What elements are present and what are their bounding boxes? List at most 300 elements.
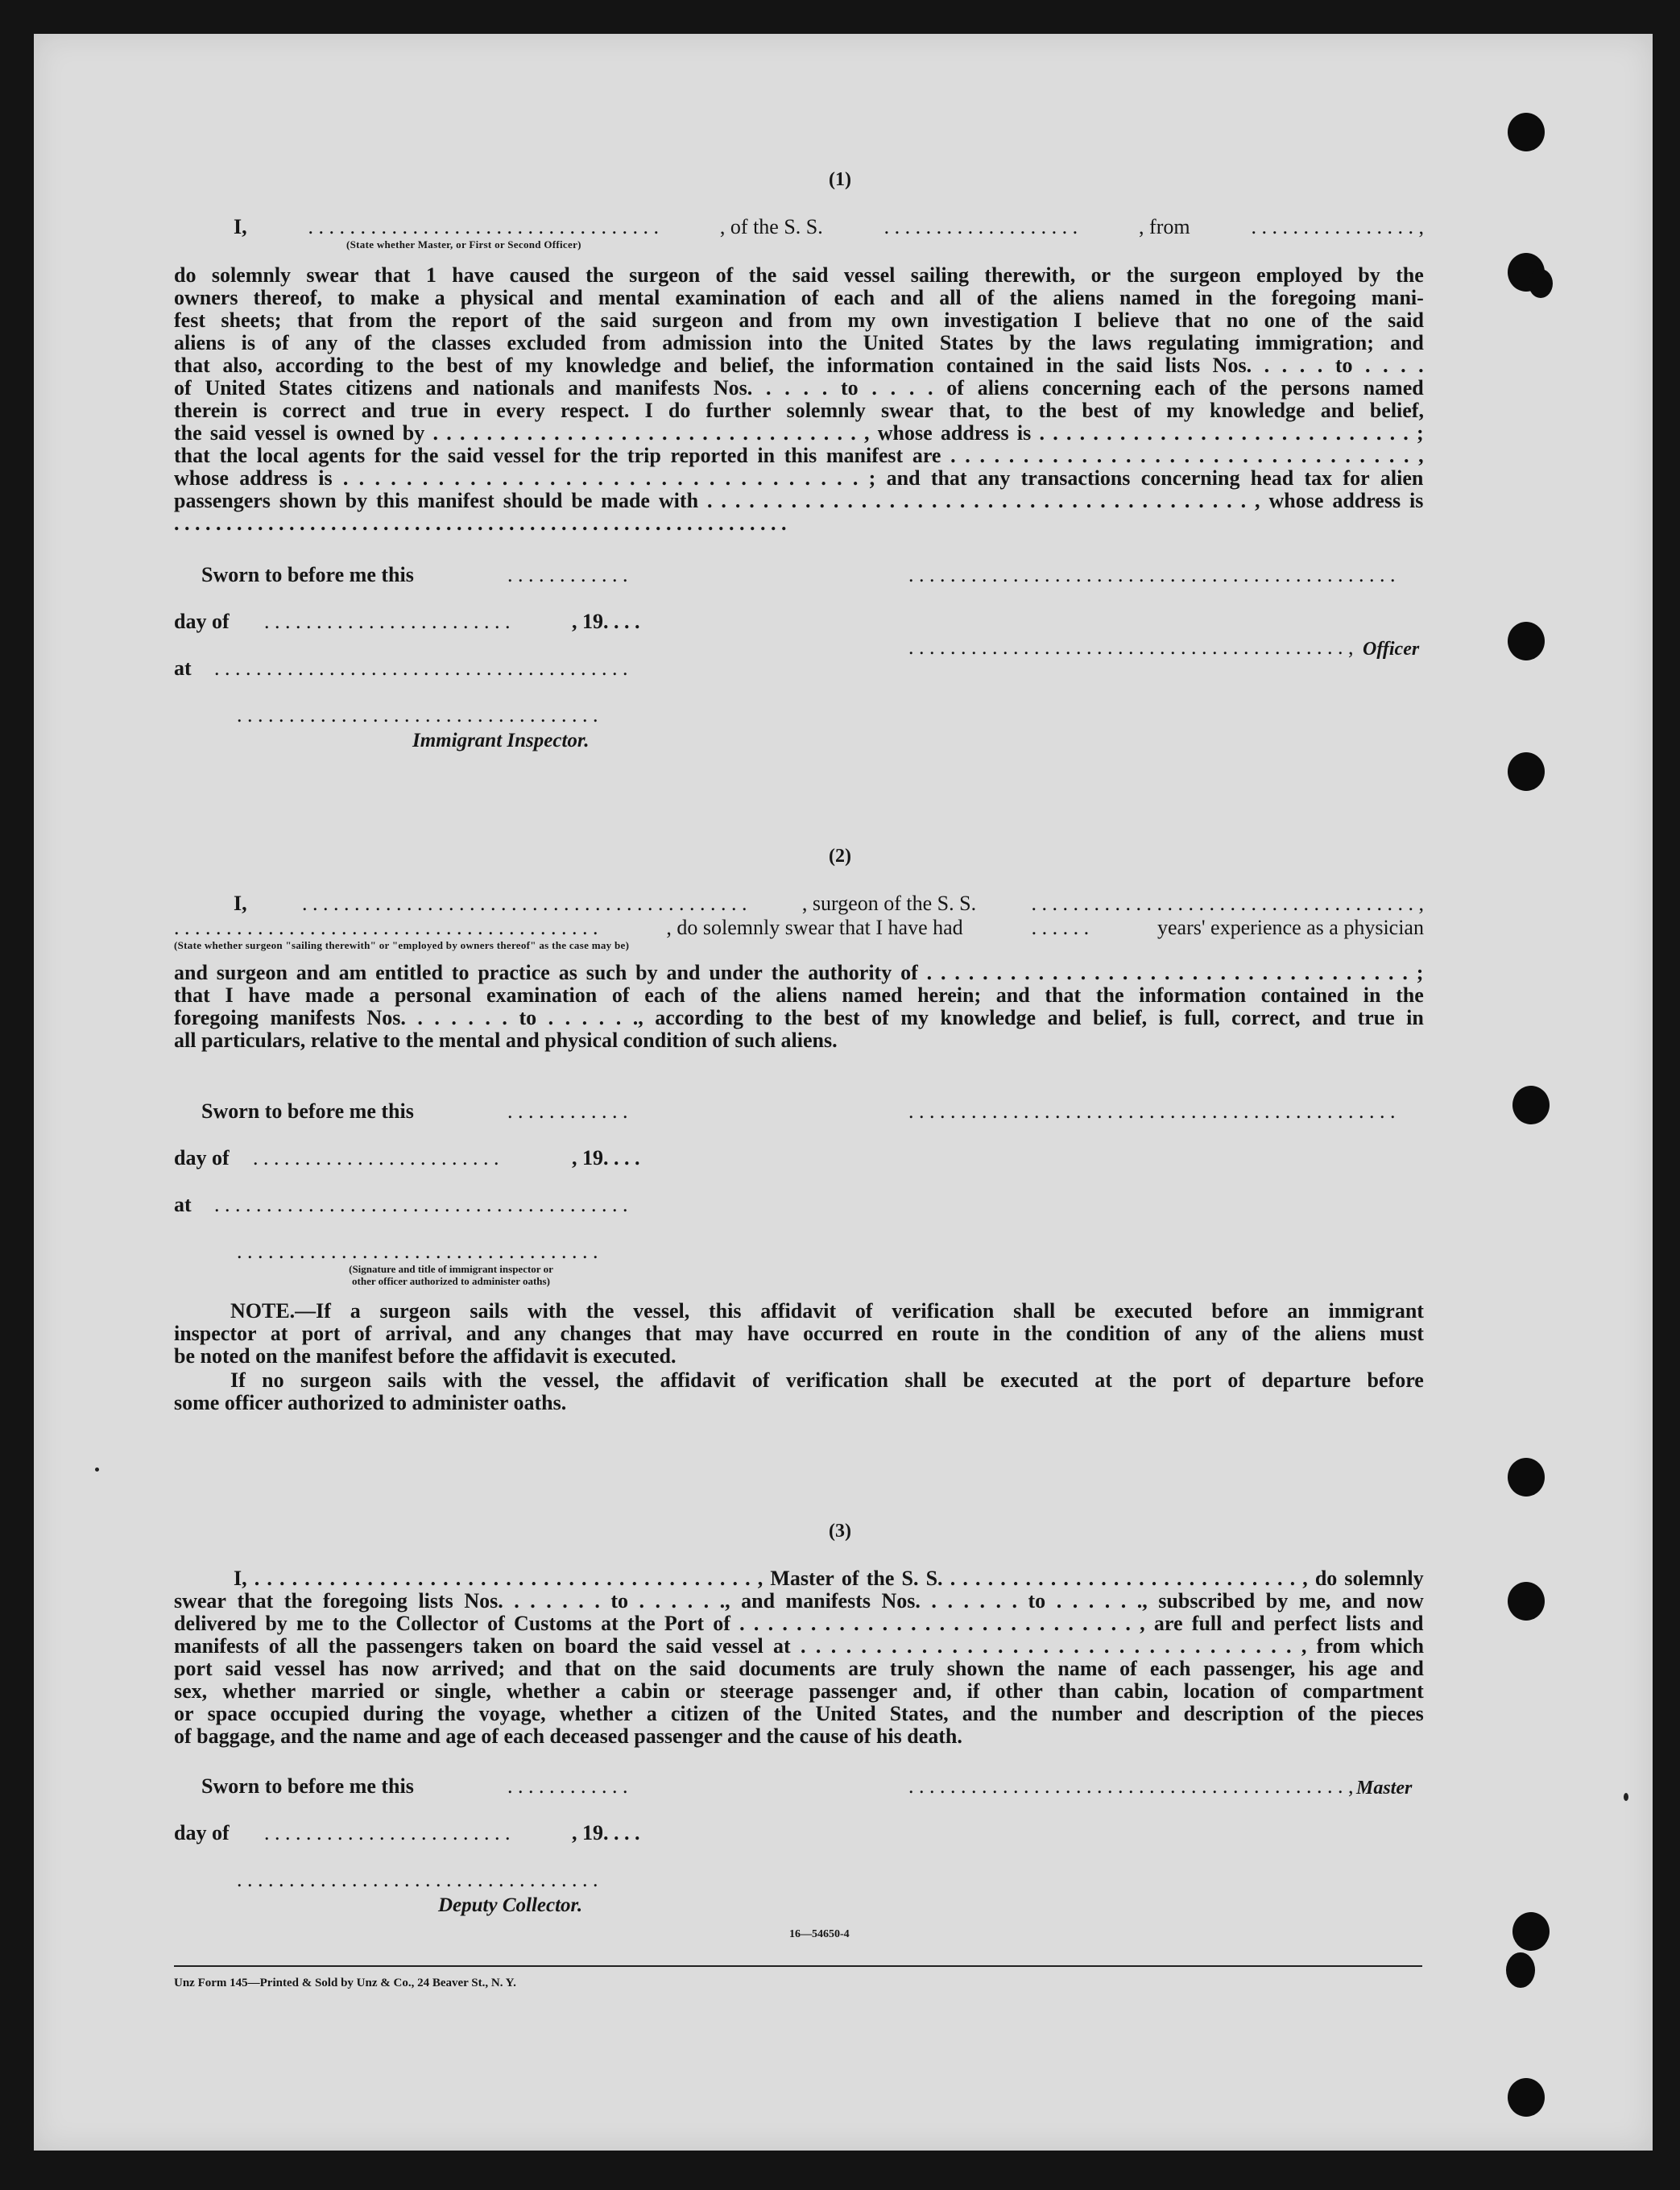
word: . (1187, 421, 1194, 445)
word: named (1119, 286, 1181, 309)
word: . (1206, 961, 1212, 984)
word: . (267, 1567, 272, 1590)
word: truly (889, 1657, 934, 1680)
word: a (350, 1299, 361, 1323)
word: ; (1416, 961, 1424, 984)
word: the (406, 354, 434, 377)
word: Collector (395, 1612, 478, 1635)
word: lists (1165, 354, 1201, 377)
word: . (317, 1567, 323, 1590)
word: . (967, 1634, 973, 1658)
word: the (627, 1634, 656, 1658)
word: . (1234, 961, 1240, 984)
word: manifests (270, 1006, 355, 1029)
word: address (1332, 489, 1401, 512)
word: . (1374, 444, 1380, 467)
word: . (1066, 421, 1072, 445)
word: has (338, 1657, 369, 1680)
word: of (976, 286, 995, 309)
word: . (741, 466, 747, 490)
sworn-label: Sworn to before me this (201, 1099, 414, 1123)
word: nationals (473, 376, 555, 399)
word: . (354, 1567, 361, 1590)
word: . (639, 1589, 645, 1612)
word: . (1198, 489, 1204, 512)
word: Nos. (464, 1589, 503, 1612)
word: . (438, 466, 445, 490)
word: local (256, 444, 299, 467)
word: of (354, 331, 371, 354)
word: practice (478, 961, 550, 984)
word: in (1363, 983, 1381, 1007)
word: the (819, 331, 847, 354)
word: . (1012, 1634, 1019, 1658)
word: every (496, 399, 545, 422)
word: vessel (254, 421, 306, 445)
punch-hole (1508, 2078, 1545, 2117)
word: now (381, 1657, 420, 1680)
word: . (1403, 421, 1409, 445)
word: . (1165, 961, 1170, 984)
inspector-title: Immigrant Inspector. (412, 730, 590, 751)
word: . (925, 1612, 931, 1635)
word: contained (1260, 983, 1349, 1007)
word: said (209, 421, 246, 445)
paragraph-line (174, 1590, 1424, 1612)
word: . (1360, 961, 1366, 984)
swear-label: , do solemnly swear that I have had (666, 916, 963, 939)
paragraph-line (174, 1007, 1424, 1029)
word: for (553, 444, 581, 467)
word: the (1227, 286, 1256, 309)
word: correct (282, 399, 346, 422)
word: . (1295, 421, 1301, 445)
word: . (1403, 444, 1409, 467)
word: . (1277, 1567, 1283, 1590)
word: . (1256, 1634, 1261, 1658)
word: . (562, 1589, 568, 1612)
word: . (839, 1612, 845, 1635)
word: this (376, 489, 409, 512)
word: departure (1261, 1368, 1351, 1392)
word: . (876, 1634, 882, 1658)
word: . (581, 1567, 587, 1590)
word: me (296, 1612, 324, 1635)
word: that (930, 466, 967, 490)
word: in (463, 399, 481, 422)
word: the (1024, 1322, 1053, 1345)
word: . (417, 1567, 424, 1590)
word: . (554, 421, 560, 445)
word: shall (1013, 1299, 1056, 1323)
word: . (939, 1612, 946, 1635)
word: and, (912, 1679, 952, 1703)
word: condition (1066, 1322, 1150, 1345)
word: . (1184, 444, 1190, 467)
word: . (432, 421, 438, 445)
word: . (852, 466, 859, 490)
word: with (658, 489, 699, 512)
word: each (644, 983, 685, 1007)
word: and (361, 399, 395, 422)
word: , (1255, 489, 1260, 512)
word: . (1080, 961, 1086, 984)
word: examination (486, 983, 598, 1007)
word: the (615, 1368, 644, 1392)
word: . (1332, 961, 1338, 984)
word: . (1271, 1634, 1277, 1658)
word: . (782, 1612, 788, 1635)
signature-caption-line: other officer authorized to administer oaths) (352, 1275, 550, 1287)
word: by (1358, 263, 1380, 287)
word: . (687, 1589, 693, 1612)
word: subscribed (1158, 1589, 1256, 1612)
paragraph-line (174, 445, 1424, 467)
word: . (1050, 1567, 1057, 1590)
at-label: at (174, 1193, 192, 1216)
word: . (578, 1589, 584, 1612)
paragraph-line (174, 490, 1424, 512)
word: . (821, 376, 828, 399)
word: during (362, 1702, 424, 1725)
word: all (939, 286, 962, 309)
word: . (1257, 444, 1263, 467)
word: citizen (670, 1702, 729, 1725)
word: . (1184, 489, 1190, 512)
word: . (1082, 444, 1088, 467)
word: and (174, 961, 208, 984)
word: . (1212, 489, 1219, 512)
word: S. (901, 1567, 919, 1590)
word: the (1272, 1322, 1301, 1345)
word: . (540, 421, 546, 445)
word: true (1357, 1006, 1395, 1029)
word: information (1139, 983, 1247, 1007)
word: States (279, 376, 333, 399)
signature-blank: . . . . . . . . . . . . . . . . . . . . . . . . . . . . . . . . . . . . . . . . . . . . . . . (908, 563, 1396, 586)
word: . (1220, 961, 1226, 984)
word: . (544, 1567, 549, 1590)
word: . (906, 1634, 912, 1658)
word: . (304, 1567, 310, 1590)
section-3-heading: (3) (829, 1521, 851, 1542)
word: classes (431, 331, 491, 354)
word: . (1088, 1589, 1094, 1612)
word: the (1047, 331, 1076, 354)
word: . (850, 421, 856, 445)
word: . (1008, 444, 1015, 467)
pronoun-i: I, (234, 892, 247, 915)
word: . (1120, 1589, 1127, 1612)
word: do (174, 263, 197, 287)
word: . (729, 421, 735, 445)
word: . (1201, 421, 1206, 445)
word: I (1074, 308, 1082, 332)
word: manifests (174, 1634, 259, 1658)
word: . (983, 961, 988, 984)
word: . (407, 466, 412, 490)
word: to (1334, 354, 1353, 377)
word: therewith, (984, 263, 1076, 287)
punch-hole (1508, 752, 1545, 791)
word: . (825, 1612, 831, 1635)
word: to (1028, 1589, 1046, 1612)
word: . (739, 1612, 745, 1635)
word: of (494, 354, 513, 377)
word: . (917, 489, 924, 512)
word: the (499, 1368, 527, 1392)
word: . (1374, 961, 1380, 984)
paragraph-line (174, 309, 1424, 332)
punch-hole (1508, 1458, 1545, 1497)
word: . (904, 489, 909, 512)
word: that (174, 983, 210, 1007)
word: address (940, 421, 1009, 445)
day-blank: . . . . . . . . . . . . . . . . . . . . . . . . (253, 1146, 499, 1170)
word: the (1009, 286, 1038, 309)
officer-title: Officer (1363, 639, 1420, 660)
word: . (1401, 354, 1406, 377)
word: . (1309, 421, 1314, 445)
word: port (301, 1322, 341, 1345)
word: . (514, 1589, 519, 1612)
word: . (446, 421, 452, 445)
note-line (230, 1300, 1424, 1323)
word: ; (1417, 421, 1424, 445)
word: immigration; (1255, 331, 1374, 354)
word: no (262, 1368, 284, 1392)
word: of (1208, 376, 1227, 399)
paragraph-line (174, 287, 1424, 309)
word: . (1147, 421, 1152, 445)
word: . (502, 1006, 507, 1029)
word: . (734, 489, 741, 512)
word: examination (675, 286, 786, 309)
punch-hole (1512, 1086, 1550, 1124)
word: the (328, 1634, 357, 1658)
word: . (979, 1589, 985, 1612)
word: . (468, 1567, 474, 1590)
word: of (1311, 308, 1329, 332)
word: . (606, 1567, 612, 1590)
word: . (1140, 444, 1146, 467)
word: passenger, (1203, 1657, 1296, 1680)
word: a (434, 286, 445, 309)
word: lists (1345, 1612, 1381, 1635)
word: . (1286, 444, 1293, 467)
word: . (694, 1567, 701, 1590)
word: solemnly (786, 399, 866, 422)
paragraph-line (174, 354, 1424, 377)
word: the (627, 1612, 656, 1635)
word: Master (770, 1567, 834, 1590)
section-1-first-line (234, 216, 1424, 238)
word: . (837, 466, 842, 490)
word: States (939, 331, 994, 354)
word: . (1096, 444, 1103, 467)
word: . (1290, 961, 1296, 984)
word: sheets; (221, 308, 282, 332)
word: passengers (174, 489, 271, 512)
word: . (1198, 444, 1205, 467)
word: . (594, 1589, 600, 1612)
paragraph-line (174, 962, 1424, 984)
word: . (454, 466, 460, 490)
word: route (931, 1322, 979, 1345)
word: . (1402, 961, 1408, 984)
word: number (1051, 1702, 1123, 1725)
word: and (1312, 1006, 1346, 1029)
word: . (1299, 354, 1306, 377)
word: . (534, 466, 540, 490)
word: and (466, 1322, 500, 1345)
word: ., (1136, 1589, 1148, 1612)
word: . (689, 421, 694, 445)
word: . (1002, 489, 1008, 512)
word: best (1082, 399, 1119, 422)
word: the (732, 983, 761, 1007)
word: . (1170, 489, 1176, 512)
word: belief, (1092, 1006, 1148, 1029)
section-2-first-line (234, 892, 1424, 915)
word: alien (1380, 466, 1424, 490)
word: . (581, 421, 587, 445)
word: in (1045, 354, 1064, 377)
note-line (230, 1369, 1424, 1392)
word: . (1142, 489, 1148, 512)
word: . (721, 489, 726, 512)
word: . (1316, 444, 1322, 467)
word: aliens (1314, 1322, 1366, 1345)
word: the (1095, 983, 1124, 1007)
word: in (1195, 286, 1213, 309)
day-of-label: day of (174, 610, 230, 633)
paragraph-line (174, 264, 1424, 287)
word: occurred (803, 1322, 883, 1345)
word: mani- (1371, 286, 1424, 309)
word: that (374, 263, 411, 287)
word: . (1133, 421, 1140, 445)
word: owned (336, 421, 395, 445)
word: . (367, 1567, 373, 1590)
word: at (1094, 1368, 1112, 1392)
word: . (1101, 1567, 1107, 1590)
word: . (1164, 1567, 1169, 1590)
word: . (1264, 1567, 1270, 1590)
word: . (1057, 489, 1064, 512)
word: before (1367, 1368, 1424, 1392)
word: a (646, 1702, 657, 1725)
word: thereof, (253, 286, 322, 309)
word: . (677, 466, 683, 490)
word: . (1086, 489, 1092, 512)
paragraph-line: all particulars, relative to the mental and physical condition of such aliens. (174, 1029, 838, 1052)
word: . (931, 1589, 937, 1612)
word: . (1094, 961, 1100, 984)
word: and (518, 1657, 552, 1680)
footer-rule (174, 1965, 1422, 1967)
word: trip (627, 444, 661, 467)
word: . (1365, 354, 1371, 377)
word: to (337, 286, 355, 309)
word: knowledge (565, 354, 661, 377)
word: . (896, 1612, 902, 1635)
word: . (1155, 444, 1161, 467)
word: swear (306, 263, 359, 287)
word: on (532, 1634, 555, 1658)
word: . (342, 1567, 348, 1590)
word: . (950, 1567, 956, 1590)
word: under (709, 961, 763, 984)
paragraph-line (174, 1658, 1424, 1680)
word: . (1281, 421, 1288, 445)
from-blank: . . . . . . . . . . . . . . . . , (1251, 215, 1424, 238)
word: to (376, 354, 394, 377)
word: in (992, 1322, 1011, 1345)
word: tax (1304, 466, 1333, 490)
word: caused (509, 263, 570, 287)
of-ss-label: , of the S. S. (719, 215, 823, 238)
word: . (1176, 1567, 1182, 1590)
word: Nos. (713, 376, 753, 399)
word: . (1068, 1612, 1074, 1635)
word: . (468, 1006, 474, 1029)
word: best (446, 354, 483, 377)
word: . (1202, 1567, 1207, 1590)
word: whose (1268, 489, 1324, 512)
punch-hole (1506, 1952, 1535, 1988)
word: than (1057, 1679, 1099, 1703)
day-blank: . . . . . . . . . . . . . . . . . . . . . . . . (264, 610, 511, 633)
word: aliens (1053, 286, 1104, 309)
word: . (1363, 421, 1368, 445)
word: . (1067, 444, 1073, 467)
word: knowledge (940, 1006, 1037, 1029)
word: . (1011, 1612, 1016, 1635)
word: . (847, 489, 853, 512)
word: . (1126, 444, 1132, 467)
name-blank: . . . . . . . . . . . . . . . . . . . . . . . . . . . . . . . . . . (308, 215, 660, 238)
word: and (962, 1702, 996, 1725)
word: if (966, 1679, 980, 1703)
word: . (784, 376, 790, 399)
word: of (1163, 1322, 1181, 1345)
word: swear (174, 1589, 226, 1612)
word: . (1000, 1567, 1006, 1590)
word: compartment (1302, 1679, 1424, 1703)
word: pieces (1370, 1702, 1424, 1725)
word: . (709, 466, 715, 490)
word: authority (808, 961, 892, 984)
word: . (1044, 489, 1049, 512)
word: owners (174, 286, 238, 309)
word: . (621, 421, 627, 445)
word: that (565, 1657, 601, 1680)
word: . (598, 1006, 605, 1029)
word: age (1347, 1657, 1377, 1680)
word: the (219, 444, 248, 467)
word: be (571, 489, 593, 512)
word: of (715, 263, 734, 287)
word: . (982, 1612, 988, 1635)
paragraph-line (174, 467, 1424, 490)
word: . (875, 489, 881, 512)
word: that (174, 444, 210, 467)
word: documents (739, 1657, 836, 1680)
word: . (500, 421, 506, 445)
word: . (1277, 961, 1282, 984)
word: . (1113, 1567, 1119, 1590)
